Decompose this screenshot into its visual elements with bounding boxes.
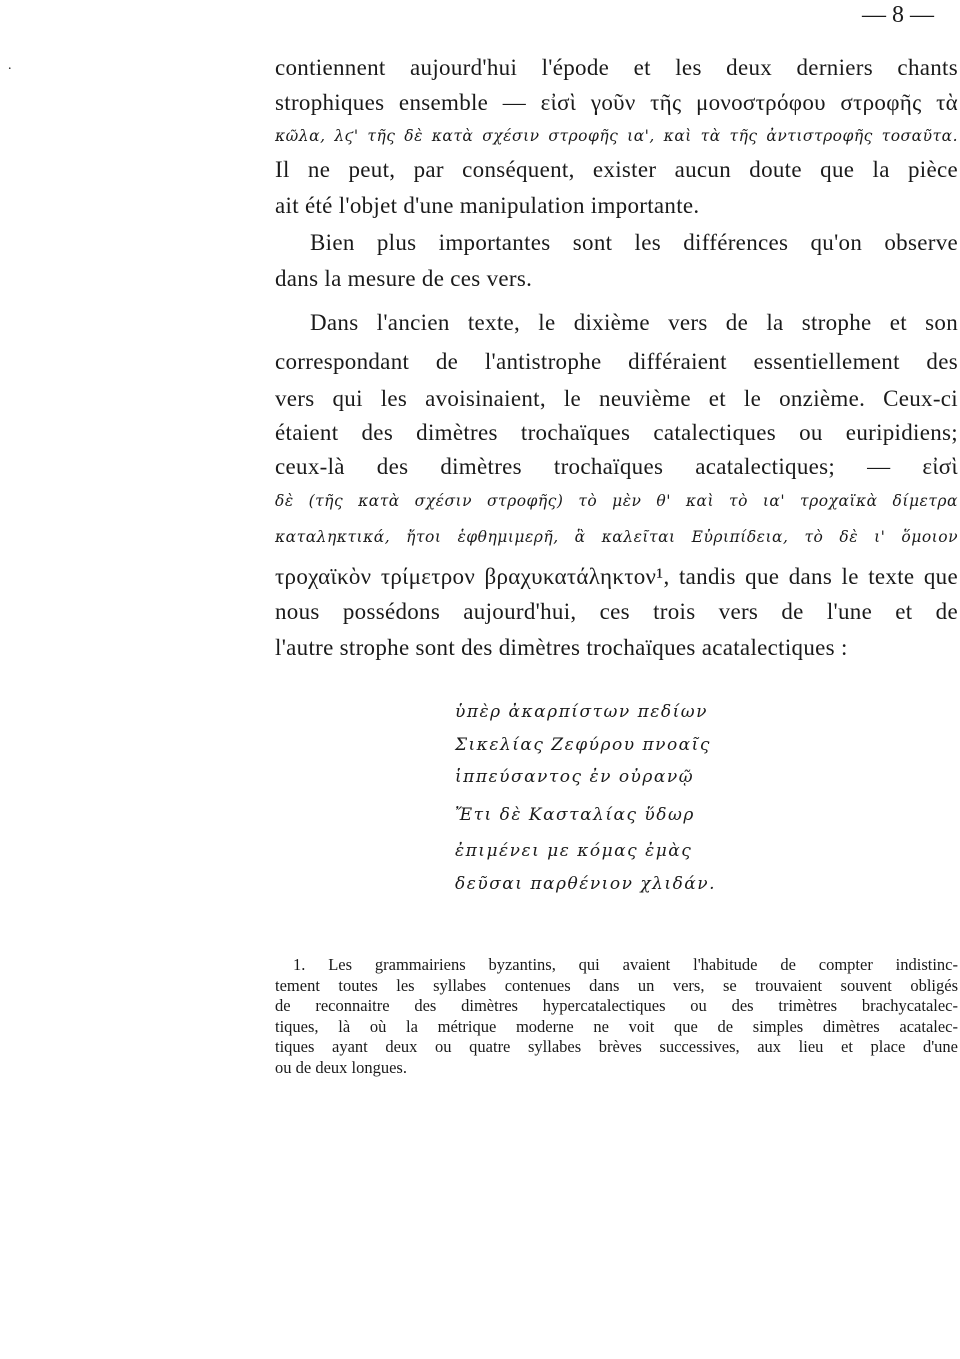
body-line: Il ne peut, par conséquent, exister aucun doute que la pièce (275, 157, 958, 182)
body-line: l'autre strophe sont des dimètres trochaïques acatalectiques : (275, 635, 848, 660)
body-line: Bien plus importantes sont les différences qu'on observe (310, 230, 958, 255)
footnote-line: de reconnaitre des dimètres hypercatalectiques ou des trimètres brachycatalec- (275, 996, 958, 1015)
body-line: Dans l'ancien texte, le dixième vers de la strophe et son (310, 310, 958, 335)
body-line: ait été l'objet d'une manipulation importante. (275, 193, 700, 218)
verse-line: Ἔτι δὲ Κασταλίας ὕδωρ (455, 805, 695, 825)
body-line: τροχαϊκὸν τρίμετρον βραχυκατάληκτον¹, tandis que dans le texte que (275, 564, 958, 589)
verse-line: Σικελίας Ζεφύρου πνοαῖς (455, 735, 711, 755)
footnote-line: tiques, là où la métrique moderne ne voit que de simples dimètres acatalec- (275, 1016, 958, 1036)
verse-line: ὑπὲρ ἀκαρπίστων πεδίων (455, 702, 708, 722)
body-line: strophiques ensemble — εἰσὶ γοῦν τῆς μονοστρόφου στροφῆς τὰ (275, 90, 958, 115)
body-line: correspondant de l'antistrophe différaient essentiellement des (275, 349, 958, 374)
body-line: vers qui les avoisinaient, le neuvième et le onzième. Ceux-ci (275, 386, 958, 411)
body-line: καταληκτικά, ἤτοι ἑφθημιμερῆ, ἃ καλεῖται Εὐριπίδεια, τὸ δὲ ι' ὅμοιον (275, 528, 958, 546)
footnote-line: ou de deux longues. (275, 1057, 407, 1077)
body-line: nous possédons aujourd'hui, ces trois vers de l'une et de (275, 599, 958, 624)
verse-line: δεῦσαι παρθένιον χλιδάν. (455, 874, 717, 894)
body-line: étaient des dimètres trochaïques catalectiques ou euripidiens; (275, 420, 958, 445)
verse-line: ἐπιμένει με κόμας ἐμὰς (455, 841, 693, 861)
body-line: contiennent aujourd'hui l'épode et les deux derniers chants (275, 55, 958, 80)
footnote-line: 1. Les grammairiens byzantins, qui avaient l'habitude de compter indistinc- (293, 955, 958, 974)
margin-mark: . (8, 58, 12, 73)
body-line: ceux-là des dimètres trochaïques acatalectiques; — εἰσὶ (275, 454, 958, 479)
page-number: — 8 — (862, 2, 934, 28)
body-line: δὲ (τῆς κατὰ σχέσιν στροφῆς) τὸ μὲν θ' καὶ τὸ ια' τροχαϊκὰ δίμετρα (275, 492, 958, 510)
body-line: dans la mesure de ces vers. (275, 266, 533, 291)
footnote-line: tiques ayant deux ou quatre syllabes brèves successives, aux lieu et place d'une (275, 1037, 958, 1056)
footnote-line: tement toutes les syllabes contenues dans un vers, se trouvaient souvent obligés (275, 975, 958, 995)
verse-line: ἱππεύσαντος ἐν οὐρανῷ (455, 767, 695, 787)
body-line: κῶλα, λϛ' τῆς δὲ κατὰ σχέσιν στροφῆς ια', καὶ τὰ τῆς ἀντιστροφῆς τοσαῦτα. (275, 127, 958, 145)
